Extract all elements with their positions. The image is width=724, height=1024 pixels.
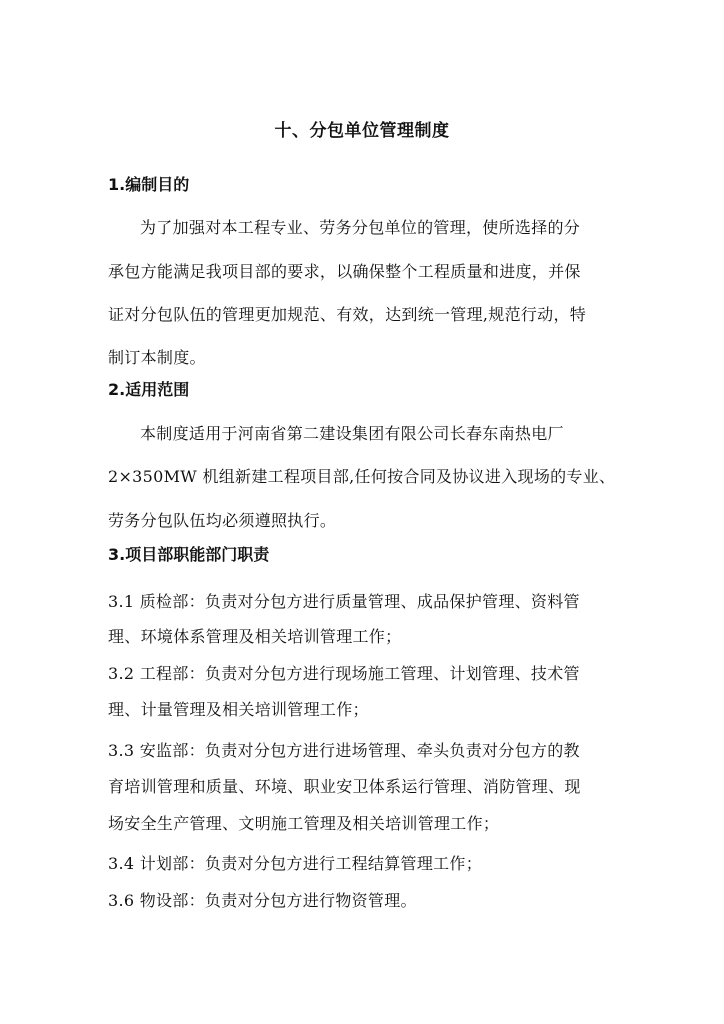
paragraph-line: 3.1 质检部：负责对分包方进行质量管理、成品保护管理、资料管 <box>108 592 580 611</box>
paragraph-line: 理、环境体系管理及相关培训管理工作； <box>108 627 402 646</box>
section-heading-responsibilities: 3.项目部职能部门职责 <box>108 545 270 564</box>
paragraph-line: 劳务分包队伍均必须遵照执行。 <box>108 511 337 530</box>
paragraph-line: 3.4 计划部：负责对分包方进行工程结算管理工作； <box>108 854 483 873</box>
paragraph-line: 育培训管理和质量、环境、职业安卫体系运行管理、消防管理、现 <box>108 777 581 796</box>
section-heading-purpose: 1.编制目的 <box>108 175 190 194</box>
document-title: 十、分包单位管理制度 <box>274 121 450 141</box>
paragraph-line: 3.3 安监部：负责对分包方进行进场管理、牵头负责对分包方的教 <box>108 741 580 760</box>
paragraph-line: 制订本制度。 <box>108 348 206 367</box>
paragraph-line: 承包方能满足我项目部的要求，以确保整个工程质量和进度，并保 <box>108 262 581 281</box>
paragraph-line: 3.6 物设部：负责对分包方进行物资管理。 <box>108 891 417 910</box>
paragraph-line: 3.2 工程部：负责对分包方进行现场施工管理、计划管理、技术管 <box>108 664 580 683</box>
paragraph-line: 2×350MW 机组新建工程项目部,任何按合同及协议进入现场的专业、 <box>108 467 616 486</box>
paragraph-line: 为了加强对本工程专业、劳务分包单位的管理，使所选择的分 <box>140 218 581 237</box>
paragraph-line: 场安全生产管理、文明施工管理及相关培训管理工作； <box>108 814 500 833</box>
paragraph-line: 理、计量管理及相关培训管理工作； <box>108 700 369 719</box>
paragraph-line: 本制度适用于河南省第二建设集团有限公司长春东南热电厂 <box>140 424 564 443</box>
paragraph-line: 证对分包队伍的管理更加规范、有效，达到统一管理,规范行动，特 <box>108 305 587 324</box>
section-heading-scope: 2.适用范围 <box>108 380 190 399</box>
